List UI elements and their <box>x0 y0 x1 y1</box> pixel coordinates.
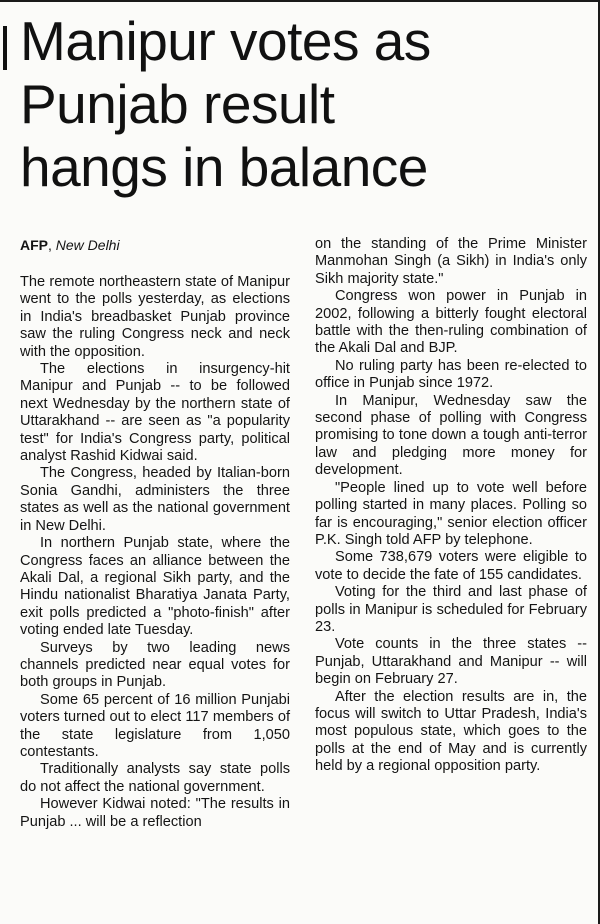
paragraph: Some 738,679 voters were eligible to vote to decide the fate of 155 candidates. <box>315 549 587 583</box>
headline-rule <box>3 26 7 70</box>
paragraph: No ruling party has been re-elected to office in Punjab since 1972. <box>315 357 587 392</box>
byline-place: New Delhi <box>55 237 120 253</box>
article-column-1 <box>20 274 290 831</box>
paragraph: Some 65 percent of 16 million Punjabi voters turned out to elect 117 members of the state legislature from 1,050 contestants. <box>20 691 290 760</box>
paragraph: The remote northeastern state of Manipur went to the polls yesterday, as elections in India's breadbasket Punjab province saw the ruling Congress neck and neck with the opposition. <box>20 274 290 360</box>
byline-agency: AFP <box>20 237 48 253</box>
paragraph: Congress won power in Punjab in 2002, following a bitterly fought electoral battle with the then-ruling combination of the Akali Dal and BJP. <box>315 288 587 357</box>
paragraph: In northern Punjab state, where the Congress faces an alliance between the Akali Dal, a regional Sikh party, and the Hindu nationalist Bharatiya Janata Party, exit polls predicted a "photo-finish" after voting ended late Tuesday. <box>20 535 290 639</box>
top-border <box>0 0 600 2</box>
paragraph: on the standing of the Prime Minister Manmohan Singh (a Sikh) in India's only Sikh majority state." <box>315 236 587 287</box>
byline: AFP, New Delhi <box>20 237 120 253</box>
paragraph: Surveys by two leading news channels predicted near equal votes for both groups in Punjab. <box>20 639 290 691</box>
paragraph: Vote counts in the three states -- Punjab, Uttarakhand and Manipur -- will begin on February 27. <box>315 636 587 688</box>
paragraph: In Manipur, Wednesday saw the second phase of polling with Congress promising to tone down a tough anti-terror law and pledging more money for development. <box>315 392 587 479</box>
paragraph: Voting for the third and last phase of polls in Manipur is scheduled for February 23. <box>315 584 587 635</box>
headline-line: Manipur votes as <box>20 10 431 72</box>
paragraph: The Congress, headed by Italian-born Sonia Gandhi, administers the three states as well as the national government in New Delhi. <box>20 465 290 534</box>
headline-line: hangs in balance <box>20 136 428 198</box>
paragraph: The elections in insurgency-hit Manipur and Punjab -- to be followed next Wednesday by the northern state of Uttarakhand -- are seen as "a popularity test" for India's Congress party, political analyst Rashid Kidwai said. <box>20 361 290 465</box>
paragraph: However Kidwai noted: "The results in Punjab ... will be a reflection <box>20 796 290 830</box>
paragraph: After the election results are in, the focus will switch to Uttar Pradesh, India's most populous state, which goes to the polls at the end of May and is currently held by a regional opposition party. <box>315 688 587 775</box>
article-column-2 <box>315 236 587 776</box>
paragraph: "People lined up to vote well before polling started in many places. Polling so far is encouraging," senior election officer P.K. Singh told AFP by telephone. <box>315 479 587 548</box>
headline <box>20 10 590 199</box>
paragraph: Traditionally analysts say state polls do not affect the national government. <box>20 761 290 795</box>
headline-line: Punjab result <box>20 73 335 135</box>
